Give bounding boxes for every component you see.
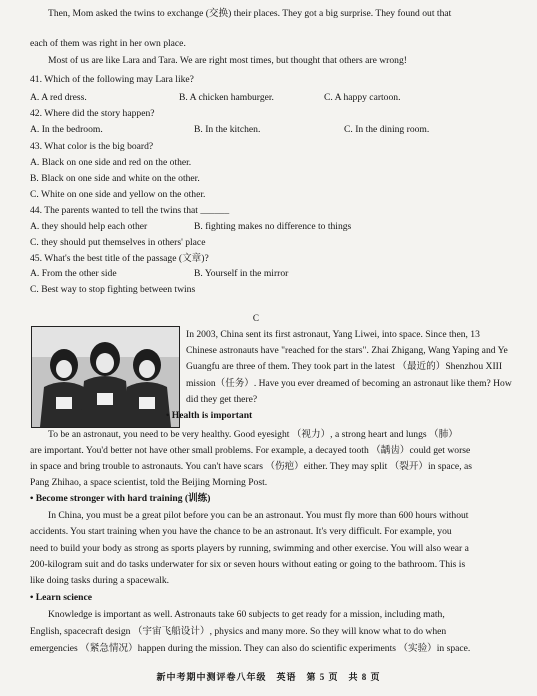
c-p1-line-1: In 2003, China sent its first astronaut, Yang Liwei, into space. Since then, 13 [186,329,480,340]
q43-option-b[interactable]: B. Black on one side and white on the other. [30,173,200,184]
q44-option-b[interactable]: B. fighting makes no difference to things [194,221,352,232]
c-p4-line-2: English, spacecraft design （宇宙飞船设计）, physics and many more. So they will know what to do when [30,626,447,637]
c-p4-line-3: emergencies （紧急情况）happen during the mission. They can also do scientific experiments （实验）in space. [30,643,471,654]
q44-option-a[interactable]: A. they should help each other [30,221,148,232]
q45-option-a[interactable]: A. From the other side [30,268,117,279]
q42-option-b[interactable]: B. In the kitchen. [194,124,261,135]
question-45: 45. What's the best title of the passage (文章)? [30,253,209,264]
heading-training: • Become stronger with hard training (训练) [30,493,211,504]
question-41: 41. Which of the following may Lara like? [30,74,194,85]
question-42: 42. Where did the story happen? [30,108,155,119]
c-p3-line-2: accidents. You start training when you have the chance to be an astronaut. It's very difficult. For example, you [30,526,452,537]
question-43: 43. What color is the big board? [30,141,154,152]
intro-line-2: each of them was right in her own place. [30,38,186,49]
q41-option-b[interactable]: B. A chicken hamburger. [179,92,274,103]
heading-health: • Health is important [166,410,253,421]
question-44: 44. The parents wanted to tell the twins that ______ [30,205,230,216]
c-p3-line-5: like doing tasks during a spacewalk. [30,575,170,586]
heading-science: • Learn science [30,592,92,603]
q41-option-a[interactable]: A. A red dress. [30,92,87,103]
c-p3-line-1: In China, you must be a great pilot before you can be an astronaut. You must fly more than 600 hours without [48,510,469,521]
q45-option-c[interactable]: C. Best way to stop fighting between twins [30,284,196,295]
c-p2-line-3: in space and bring trouble to astronauts. You can't have scars （伤疤）either. They may split （裂开）in space, as [30,461,472,472]
astronauts-photo [31,326,180,428]
c-p2-line-4: Pang Zhihao, a space scientist, told the Beijing Morning Post. [30,477,268,488]
c-p2-line-2: are important. You'd better not have other small problems. For example, a decayed tooth （龋齿）could get worse [30,445,471,456]
c-p1-line-2: Chinese astronauts have "reached for the stars". Zhai Zhigang, Wang Yaping and Ye [186,345,508,356]
intro-line-1: Then, Mom asked the twins to exchange (交换) their places. They got a big surprise. They found out that [48,8,452,19]
page-footer: 新中考期中测评卷八年级 英语 第 5 页 共 8 页 [156,672,381,682]
intro-line-3: Most of us are like Lara and Tara. We are right most times, but thought that others are wrong! [48,55,407,66]
q44-option-c[interactable]: C. they should put themselves in others' place [30,237,206,248]
c-p3-line-4: 200-kilogram suit and do tasks underwater for six or seven hours without eating or going to the bathroom. This is [30,559,466,570]
c-p3-line-3: need to build your body as strong as sports players by running, swimming and other exercise. You will also wear a [30,543,469,554]
c-p1-line-3: Guangfu are three of them. They took part in the latest （最近的）Shenzhou XIII [186,361,503,372]
q41-option-c[interactable]: C. A happy cartoon. [324,92,401,103]
c-p1-line-5: did they get there? [186,394,258,405]
q43-option-a[interactable]: A. Black on one side and red on the other. [30,157,192,168]
q42-option-c[interactable]: C. In the dining room. [344,124,430,135]
q42-option-a[interactable]: A. In the bedroom. [30,124,103,135]
c-p1-line-4: mission（任务）. Have you ever dreamed of becoming an astronaut like them? How [186,378,512,389]
section-c-heading: C [252,313,260,324]
q43-option-c[interactable]: C. White on one side and yellow on the other. [30,189,206,200]
c-p4-line-1: Knowledge is important as well. Astronauts take 60 subjects to get ready for a mission, including math, [48,609,445,620]
c-p2-line-1: To be an astronaut, you need to be very healthy. Good eyesight （视力）, a strong heart and lungs （肺） [48,429,458,440]
q45-option-b[interactable]: B. Yourself in the mirror [194,268,289,279]
